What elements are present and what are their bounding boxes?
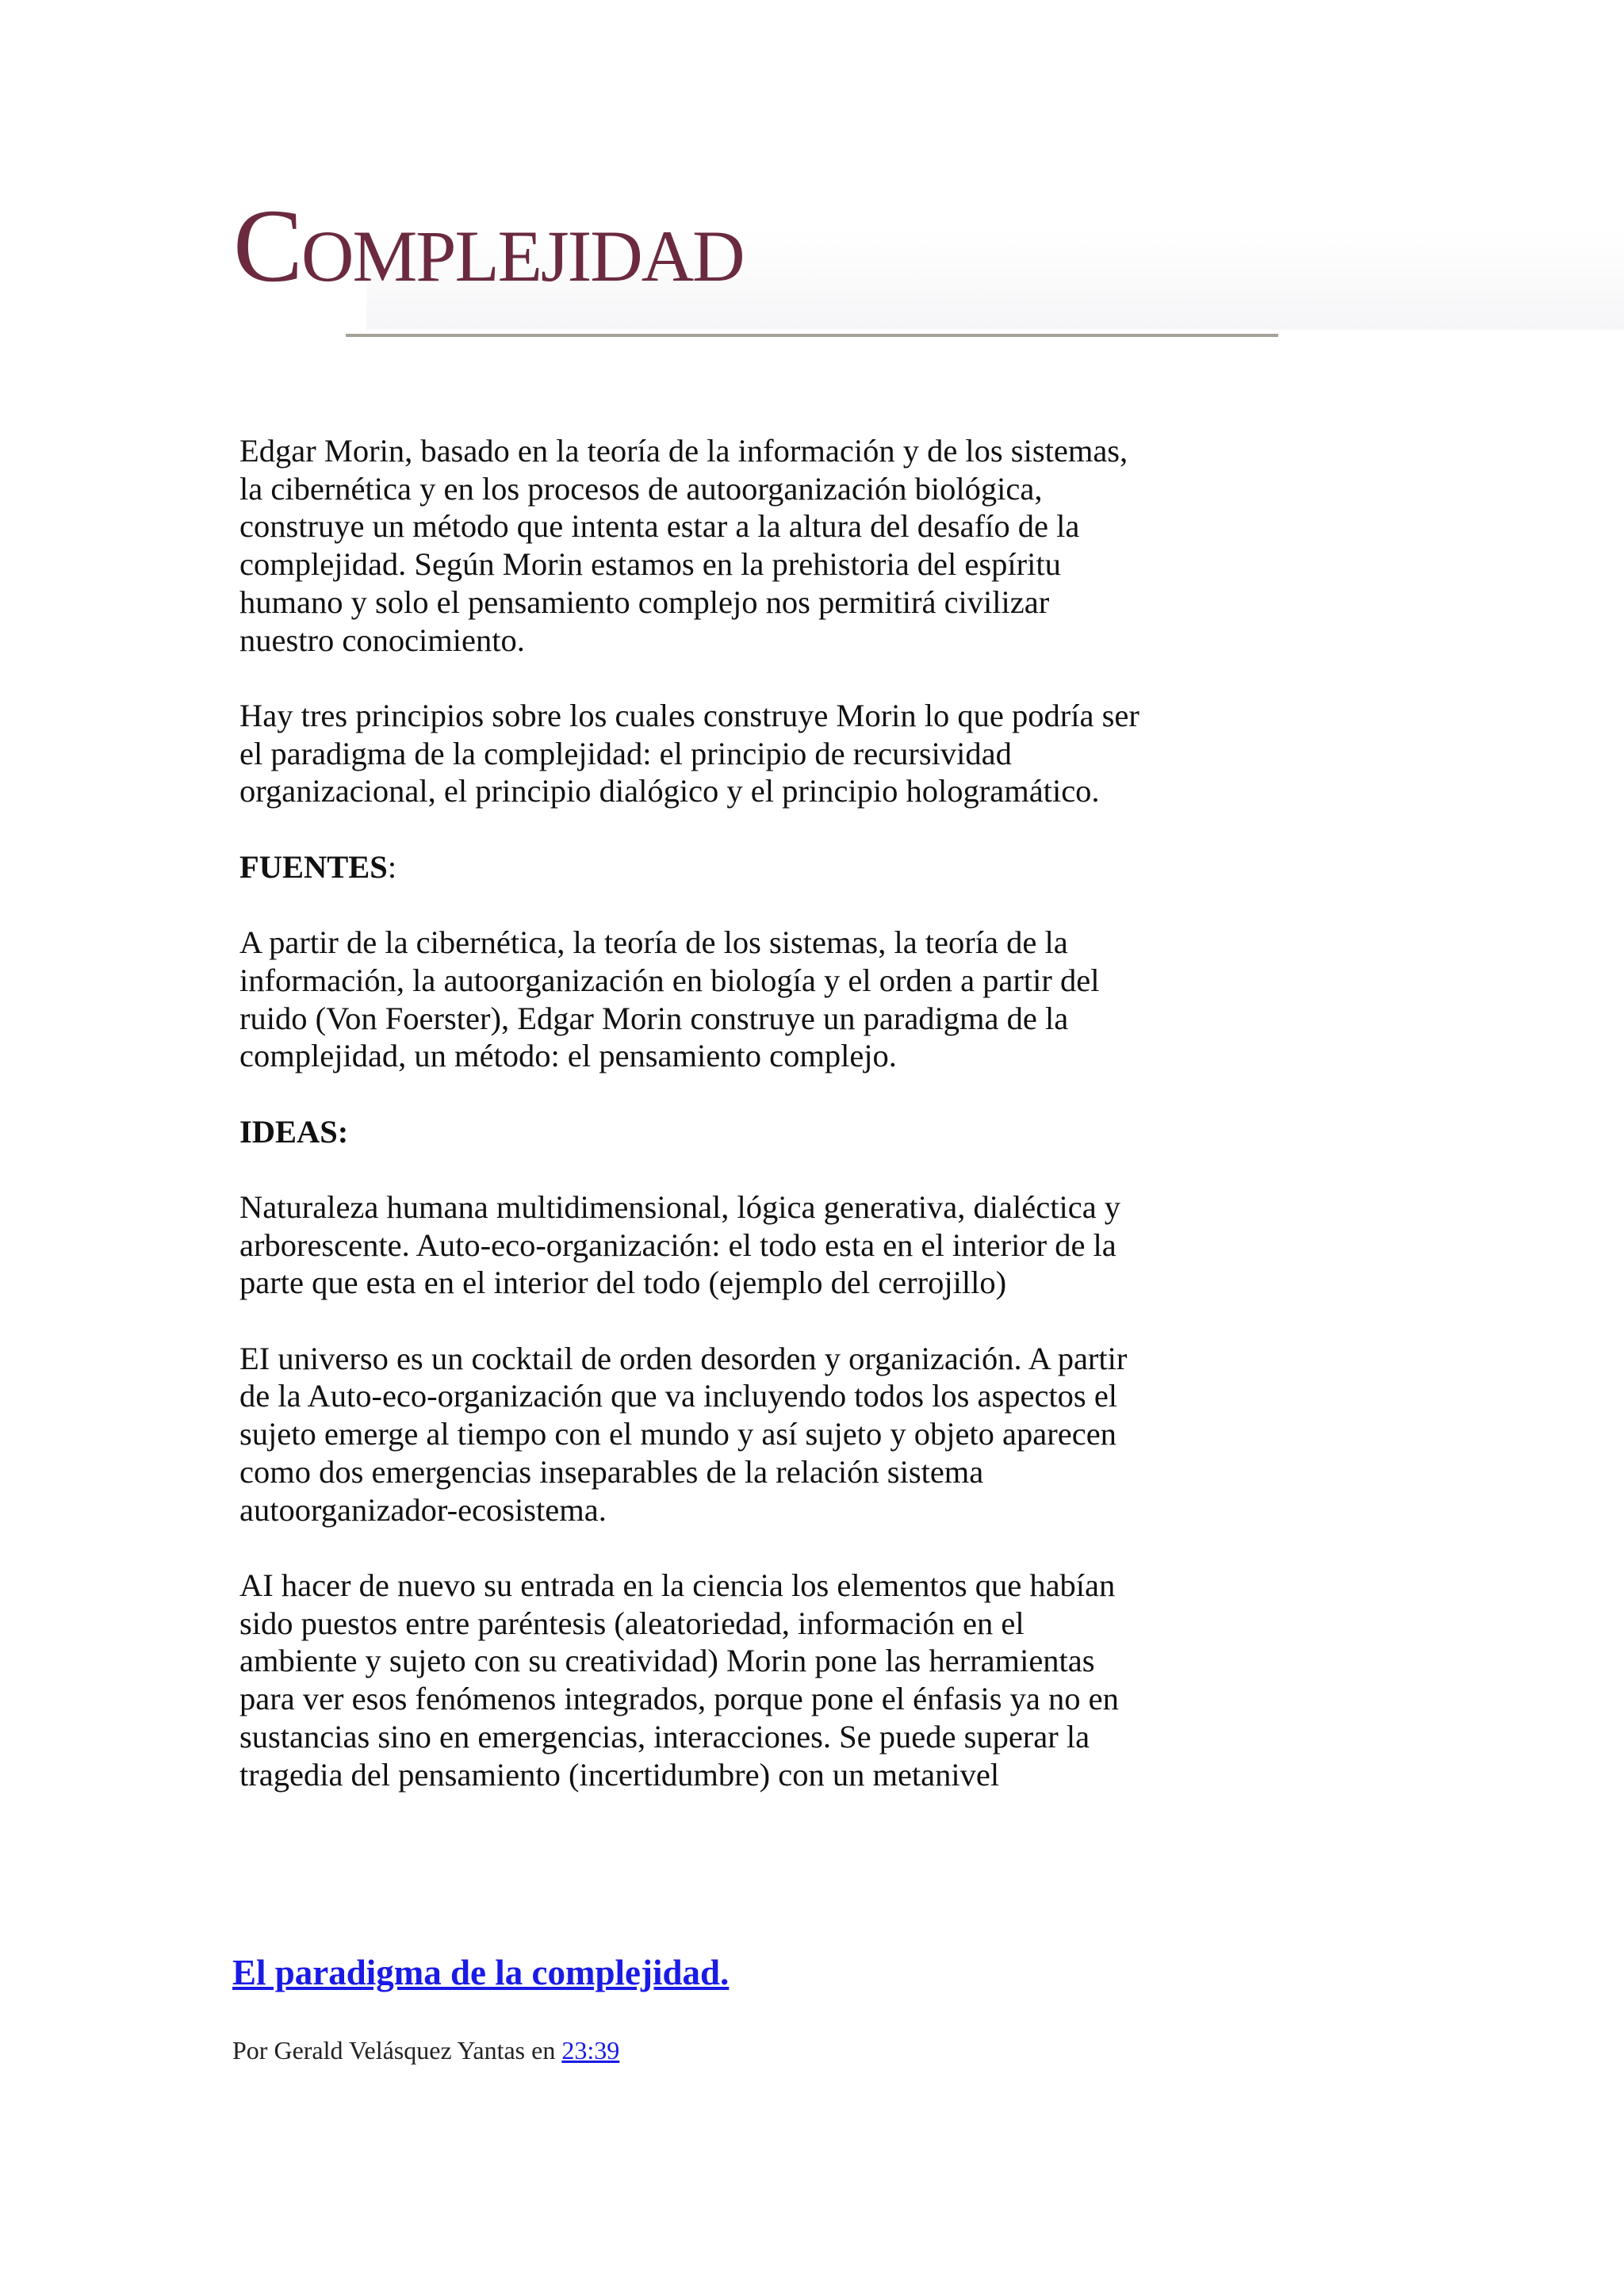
heading-fuentes [239, 848, 1191, 886]
heading-fuentes-colon: : [387, 848, 397, 885]
paragraph-ideas-2: EI universo es un cocktail de orden desorden y organización. A partir de la Auto-eco-organización que va incluyendo todos los aspectos el sujeto emerge al tiempo con el mundo y así sujeto y objeto aparecen como dos emergencias inseparables de la relación sistema autoorganizador-ecosistema. [239, 1340, 1128, 1528]
heading-ideas: IDEAS: [239, 1113, 349, 1150]
paragraph-principles: Hay tres principios sobre los cuales construye Morin lo que podría ser el paradigma de la complejidad: el principio de recursividad organizacional, el principio dialógico y el principio hologramático. [239, 697, 1139, 809]
paragraph-ideas-3: AI hacer de nuevo su entrada en la ciencia los elementos que habían sido puestos entre paréntesis (aleatoriedad, información en el ambiente y sujeto con su creatividad) Morin pone las herramientas para ver esos fenómenos integrados, porque pone el énfasis ya no en sustancias sino en emergencias, interacciones. Se puede superar la tragedia del pensamiento (incertidumbre) con un metanivel [239, 1567, 1119, 1793]
title-divider [346, 334, 1278, 337]
paragraph-fuentes: A partir de la cibernética, la teoría de los sistemas, la teoría de la información, la autoorganización en biología y el orden a partir del ruido (Von Foerster), Edgar Morin construye un paradigma de la complejidad, un método: el pensamiento complejo. [239, 924, 1100, 1074]
page-title: Complejidad [233, 187, 744, 304]
heading-fuentes-label: FUENTES [239, 848, 388, 885]
post-time-link[interactable]: 23:39 [561, 2036, 620, 2064]
paragraph-intro: Edgar Morin, basado en la teoría de la información y de los sistemas, la cibernética y en los procesos de autoorganización biológica, construye un método que intenta estar a la altura del desafío de la complejidad. Según Morin estamos en la prehistoria del espíritu humano y solo el pensamiento complejo nos permitirá civilizar nuestro conocimiento. [239, 433, 1128, 658]
post-title-link[interactable]: El paradigma de la complejidad. [232, 1953, 730, 1992]
byline-author: Por Gerald Velásquez Yantas en [232, 2036, 562, 2064]
article-body [239, 432, 1191, 1831]
paragraph-ideas-1: Naturaleza humana multidimensional, lógica generativa, dialéctica y arborescente. Auto-eco-organización: el todo esta en el interior de la parte que esta en el interior del todo (ejemplo del cerrojillo) [239, 1188, 1121, 1301]
post-byline [232, 2036, 619, 2065]
